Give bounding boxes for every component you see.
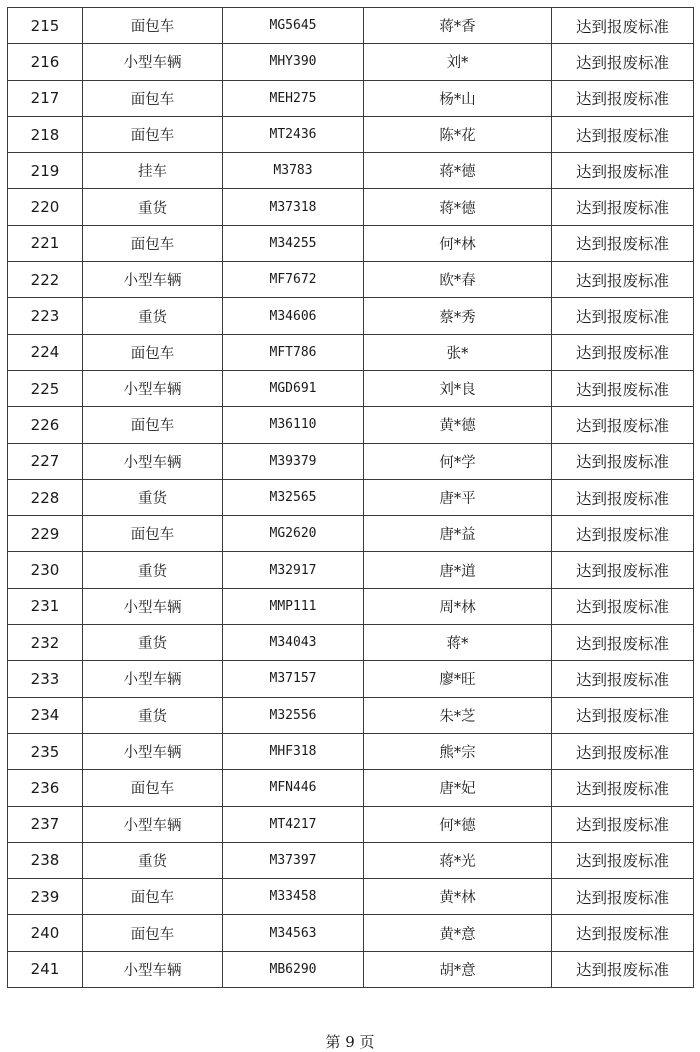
table-row — [8, 806, 694, 842]
scrap-status-cell: 达到报废标准 — [552, 116, 694, 152]
scrap-status-cell: 达到报废标准 — [552, 879, 694, 915]
table-row — [8, 443, 694, 479]
table-row — [8, 8, 694, 44]
scrap-status-cell: 达到报废标准 — [552, 806, 694, 842]
table-row — [8, 262, 694, 298]
owner-name-cell: 唐*平 — [364, 479, 552, 515]
owner-name-cell: 蒋*德 — [364, 189, 552, 225]
scrap-status-cell: 达到报废标准 — [552, 552, 694, 588]
vehicle-type-cell: 小型车辆 — [83, 370, 223, 406]
scrap-status-cell: 达到报废标准 — [552, 479, 694, 515]
row-number-cell: 221 — [8, 225, 83, 261]
scrap-status-cell: 达到报废标准 — [552, 770, 694, 806]
table-row — [8, 298, 694, 334]
row-number-cell: 240 — [8, 915, 83, 951]
table-row — [8, 697, 694, 733]
plate-number-cell: M39379 — [223, 443, 364, 479]
plate-number-cell: M34043 — [223, 625, 364, 661]
plate-number-cell: M37318 — [223, 189, 364, 225]
scrap-status-cell: 达到报废标准 — [552, 407, 694, 443]
owner-name-cell: 刘* — [364, 44, 552, 80]
plate-number-cell: MFT786 — [223, 334, 364, 370]
plate-number-cell: MF7672 — [223, 262, 364, 298]
owner-name-cell: 熊*宗 — [364, 733, 552, 769]
table-row — [8, 407, 694, 443]
row-number-cell: 234 — [8, 697, 83, 733]
vehicle-type-cell: 重货 — [83, 552, 223, 588]
row-number-cell: 215 — [8, 8, 83, 44]
row-number-cell: 235 — [8, 733, 83, 769]
vehicle-type-cell: 小型车辆 — [83, 951, 223, 987]
page-number: 第 9 页 — [325, 1033, 375, 1051]
owner-name-cell: 欧*春 — [364, 262, 552, 298]
scrap-status-cell: 达到报废标准 — [552, 298, 694, 334]
owner-name-cell: 唐*妃 — [364, 770, 552, 806]
plate-number-cell: MFN446 — [223, 770, 364, 806]
plate-number-cell: MEH275 — [223, 80, 364, 116]
table-row — [8, 334, 694, 370]
owner-name-cell: 黄*林 — [364, 879, 552, 915]
table-row — [8, 370, 694, 406]
owner-name-cell: 何*学 — [364, 443, 552, 479]
scrap-status-cell: 达到报废标准 — [552, 733, 694, 769]
row-number-cell: 224 — [8, 334, 83, 370]
vehicle-type-cell: 面包车 — [83, 8, 223, 44]
scrap-status-cell: 达到报废标准 — [552, 625, 694, 661]
scrap-status-cell: 达到报废标准 — [552, 225, 694, 261]
owner-name-cell: 何*德 — [364, 806, 552, 842]
plate-number-cell: MB6290 — [223, 951, 364, 987]
owner-name-cell: 周*林 — [364, 588, 552, 624]
owner-name-cell: 黄*德 — [364, 407, 552, 443]
scrap-status-cell: 达到报废标准 — [552, 915, 694, 951]
scrap-status-cell: 达到报废标准 — [552, 951, 694, 987]
table-row — [8, 479, 694, 515]
table-row — [8, 661, 694, 697]
table-row — [8, 879, 694, 915]
table-row — [8, 189, 694, 225]
row-number-cell: 218 — [8, 116, 83, 152]
vehicle-type-cell: 小型车辆 — [83, 262, 223, 298]
owner-name-cell: 何*林 — [364, 225, 552, 261]
owner-name-cell: 蒋*香 — [364, 8, 552, 44]
table-row — [8, 915, 694, 951]
owner-name-cell: 黄*意 — [364, 915, 552, 951]
row-number-cell: 227 — [8, 443, 83, 479]
document-page — [7, 7, 693, 988]
owner-name-cell: 蒋* — [364, 625, 552, 661]
plate-number-cell: M3783 — [223, 153, 364, 189]
vehicle-type-cell: 重货 — [83, 298, 223, 334]
row-number-cell: 237 — [8, 806, 83, 842]
vehicle-type-cell: 面包车 — [83, 80, 223, 116]
plate-number-cell: MMP111 — [223, 588, 364, 624]
plate-number-cell: M32917 — [223, 552, 364, 588]
vehicle-type-cell: 重货 — [83, 479, 223, 515]
plate-number-cell: M37397 — [223, 842, 364, 878]
plate-number-cell: MT4217 — [223, 806, 364, 842]
scrap-status-cell: 达到报废标准 — [552, 334, 694, 370]
vehicle-type-cell: 小型车辆 — [83, 661, 223, 697]
table-row — [8, 842, 694, 878]
vehicle-type-cell: 面包车 — [83, 334, 223, 370]
plate-number-cell: MGD691 — [223, 370, 364, 406]
vehicle-type-cell: 重货 — [83, 842, 223, 878]
vehicle-type-cell: 面包车 — [83, 516, 223, 552]
table-row — [8, 951, 694, 987]
owner-name-cell: 蔡*秀 — [364, 298, 552, 334]
plate-number-cell: M33458 — [223, 879, 364, 915]
scrap-status-cell: 达到报废标准 — [552, 262, 694, 298]
row-number-cell: 220 — [8, 189, 83, 225]
plate-number-cell: M34606 — [223, 298, 364, 334]
owner-name-cell: 张* — [364, 334, 552, 370]
row-number-cell: 225 — [8, 370, 83, 406]
scrap-status-cell: 达到报废标准 — [552, 370, 694, 406]
table-row — [8, 625, 694, 661]
vehicle-type-cell: 面包车 — [83, 879, 223, 915]
scrap-status-cell: 达到报废标准 — [552, 516, 694, 552]
scrap-status-cell: 达到报废标准 — [552, 44, 694, 80]
plate-number-cell: M32565 — [223, 479, 364, 515]
table-row — [8, 44, 694, 80]
table-row — [8, 516, 694, 552]
table-row — [8, 80, 694, 116]
row-number-cell: 219 — [8, 153, 83, 189]
plate-number-cell: M37157 — [223, 661, 364, 697]
row-number-cell: 229 — [8, 516, 83, 552]
vehicle-type-cell: 小型车辆 — [83, 44, 223, 80]
row-number-cell: 216 — [8, 44, 83, 80]
row-number-cell: 238 — [8, 842, 83, 878]
owner-name-cell: 杨*山 — [364, 80, 552, 116]
plate-number-cell: MG5645 — [223, 8, 364, 44]
plate-number-cell: M36110 — [223, 407, 364, 443]
owner-name-cell: 唐*道 — [364, 552, 552, 588]
row-number-cell: 236 — [8, 770, 83, 806]
scrap-status-cell: 达到报废标准 — [552, 8, 694, 44]
vehicle-type-cell: 面包车 — [83, 407, 223, 443]
vehicle-type-cell: 挂车 — [83, 153, 223, 189]
vehicle-type-cell: 重货 — [83, 189, 223, 225]
owner-name-cell: 蒋*德 — [364, 153, 552, 189]
plate-number-cell: MG2620 — [223, 516, 364, 552]
vehicle-type-cell: 小型车辆 — [83, 806, 223, 842]
scrap-status-cell: 达到报废标准 — [552, 443, 694, 479]
table-row — [8, 225, 694, 261]
plate-number-cell: M34563 — [223, 915, 364, 951]
plate-number-cell: MT2436 — [223, 116, 364, 152]
scrap-status-cell: 达到报废标准 — [552, 189, 694, 225]
scrap-status-cell: 达到报废标准 — [552, 153, 694, 189]
table-row — [8, 588, 694, 624]
vehicle-type-cell: 小型车辆 — [83, 588, 223, 624]
scrap-status-cell: 达到报废标准 — [552, 697, 694, 733]
vehicle-type-cell: 重货 — [83, 697, 223, 733]
row-number-cell: 222 — [8, 262, 83, 298]
row-number-cell: 232 — [8, 625, 83, 661]
plate-number-cell: MHY390 — [223, 44, 364, 80]
row-number-cell: 233 — [8, 661, 83, 697]
plate-number-cell: MHF318 — [223, 733, 364, 769]
table-row — [8, 116, 694, 152]
owner-name-cell: 唐*益 — [364, 516, 552, 552]
row-number-cell: 217 — [8, 80, 83, 116]
owner-name-cell: 朱*芝 — [364, 697, 552, 733]
vehicle-type-cell: 小型车辆 — [83, 733, 223, 769]
vehicle-type-cell: 小型车辆 — [83, 443, 223, 479]
owner-name-cell: 刘*良 — [364, 370, 552, 406]
table-body — [8, 8, 694, 988]
vehicle-type-cell: 面包车 — [83, 770, 223, 806]
owner-name-cell: 陈*花 — [364, 116, 552, 152]
vehicle-scrap-table — [7, 7, 694, 988]
table-row — [8, 552, 694, 588]
scrap-status-cell: 达到报废标准 — [552, 661, 694, 697]
vehicle-type-cell: 重货 — [83, 625, 223, 661]
row-number-cell: 223 — [8, 298, 83, 334]
scrap-status-cell: 达到报废标准 — [552, 842, 694, 878]
scrap-status-cell: 达到报废标准 — [552, 588, 694, 624]
owner-name-cell: 廖*旺 — [364, 661, 552, 697]
vehicle-type-cell: 面包车 — [83, 225, 223, 261]
plate-number-cell: M32556 — [223, 697, 364, 733]
vehicle-type-cell: 面包车 — [83, 116, 223, 152]
table-row — [8, 770, 694, 806]
row-number-cell: 228 — [8, 479, 83, 515]
owner-name-cell: 蒋*光 — [364, 842, 552, 878]
owner-name-cell: 胡*意 — [364, 951, 552, 987]
row-number-cell: 241 — [8, 951, 83, 987]
table-row — [8, 153, 694, 189]
row-number-cell: 226 — [8, 407, 83, 443]
plate-number-cell: M34255 — [223, 225, 364, 261]
table-row — [8, 733, 694, 769]
scrap-status-cell: 达到报废标准 — [552, 80, 694, 116]
row-number-cell: 239 — [8, 879, 83, 915]
vehicle-type-cell: 面包车 — [83, 915, 223, 951]
row-number-cell: 230 — [8, 552, 83, 588]
row-number-cell: 231 — [8, 588, 83, 624]
